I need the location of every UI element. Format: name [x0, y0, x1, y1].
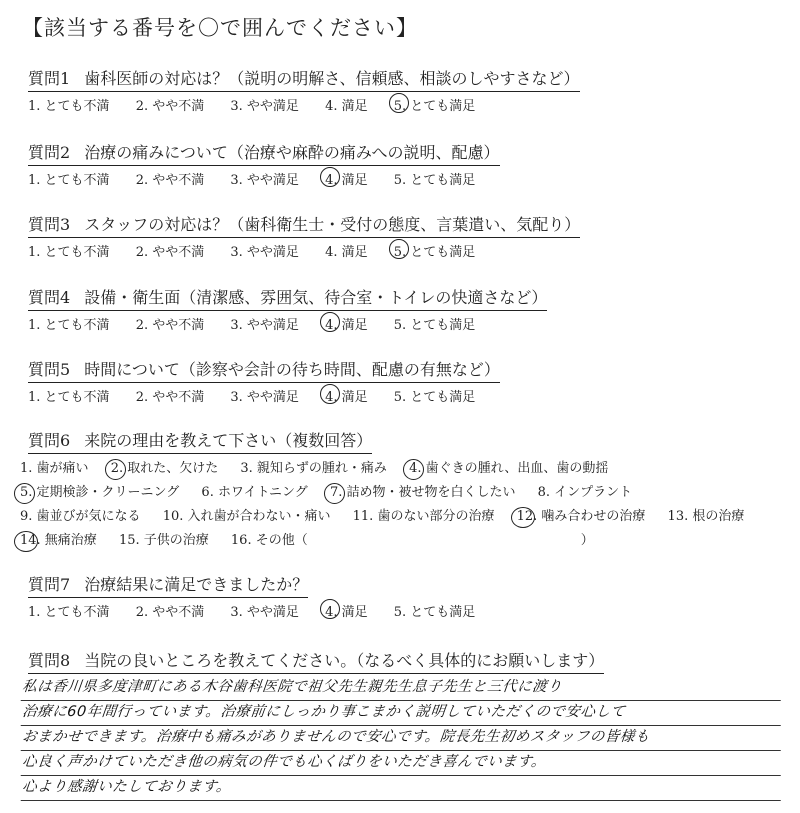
answer-line: 心より感謝いたしております。	[21, 776, 784, 801]
rating-options	[28, 95, 580, 114]
question-8	[28, 648, 604, 674]
question-4	[28, 285, 547, 333]
answer-line: 私は香川県多度津町にある木谷歯科医院で祖父先生親先生息子先生と三代に渡り	[21, 676, 784, 701]
question-title: 質問5 時間について（診察や会計の待ち時間、配慮の有無など）	[28, 357, 500, 383]
option-10[interactable]: 10. 入れ歯が合わない・痛い	[162, 509, 331, 524]
option-2[interactable]: 2. やや不満	[135, 173, 205, 188]
question-title: 質問6 来院の理由を教えて下さい（複数回答）	[28, 428, 372, 454]
option-1[interactable]: 1. とても不満	[28, 245, 110, 260]
option-4-selected[interactable]: 4. 満足	[325, 386, 368, 405]
answer-line: おまかせできます。治療中も痛みがありませんので安心です。院長先生初めスタッフの皆様も	[21, 726, 784, 751]
question-title: 質問4 設備・衛生面（清潔感、雰囲気、待合室・トイレの快適さなど）	[28, 285, 547, 311]
option-3[interactable]: 3. やや満足	[230, 173, 299, 188]
option-4[interactable]: 4. 満足	[325, 245, 368, 260]
handwritten-answer[interactable]	[22, 676, 782, 801]
question-1	[28, 66, 580, 114]
option-3[interactable]: 3. やや満足	[230, 318, 299, 333]
option-3[interactable]: 3. 親知らずの腫れ・痛み	[240, 461, 387, 476]
option-8[interactable]: 8. インプラント	[537, 485, 633, 500]
rating-options	[28, 241, 580, 260]
option-5[interactable]: 5. とても満足	[393, 390, 476, 405]
option-4-selected[interactable]: 4. 歯ぐきの腫れ、出血、歯の動揺	[409, 457, 608, 481]
option-5[interactable]: 5. とても満足	[393, 318, 476, 333]
option-9[interactable]: 9. 歯並びが気になる	[20, 509, 141, 524]
option-2-selected[interactable]: 2. 取れた、欠けた	[111, 457, 219, 481]
option-5[interactable]: 5. とても満足	[393, 605, 476, 620]
option-4-selected[interactable]: 4. 満足	[325, 601, 368, 620]
option-13[interactable]: 13. 根の治療	[667, 509, 745, 524]
question-3	[28, 212, 580, 260]
answer-line: 心良く声かけていただき他の病気の件でも心くばりをいただき喜んでいます。	[21, 751, 784, 776]
option-2[interactable]: 2. やや不満	[135, 245, 205, 260]
answer-line: 治療に60年間行っています。治療前にしっかり事こまかく説明していただくので安心して	[21, 701, 784, 726]
question-title: 質問3 スタッフの対応は？（歯科衛生士・受付の態度、言葉遣い、気配り）	[28, 212, 580, 238]
question-6	[20, 428, 780, 553]
option-2[interactable]: 2. やや不満	[135, 318, 205, 333]
reason-options	[20, 457, 780, 553]
option-1[interactable]: 1. とても不満	[28, 173, 110, 188]
rating-options	[28, 386, 500, 405]
option-14-selected[interactable]: 14. 無痛治療	[20, 529, 97, 553]
option-2[interactable]: 2. やや不満	[135, 605, 205, 620]
option-11[interactable]: 11. 歯のない部分の治療	[352, 509, 495, 524]
option-4-selected[interactable]: 4. 満足	[325, 314, 368, 333]
option-5-selected[interactable]: 5. とても満足	[394, 95, 476, 114]
option-7-selected[interactable]: 7. 詰め物・被せ物を白くしたい	[330, 481, 516, 505]
option-3[interactable]: 3. やや満足	[230, 605, 299, 620]
option-4-selected[interactable]: 4. 満足	[325, 169, 368, 188]
rating-options	[28, 314, 547, 333]
option-3[interactable]: 3. やや満足	[230, 99, 299, 114]
question-title: 質問2 治療の痛みについて（治療や麻酔の痛みへの説明、配慮）	[28, 140, 500, 166]
option-3[interactable]: 3. やや満足	[230, 390, 299, 405]
option-2[interactable]: 2. やや不満	[135, 99, 205, 114]
question-title: 質問1 歯科医師の対応は？（説明の明解さ、信頼感、相談のしやすさなど）	[28, 66, 580, 92]
option-5[interactable]: 5. とても満足	[393, 173, 476, 188]
question-title: 質問7 治療結果に満足できましたか？	[28, 572, 308, 598]
option-5-selected[interactable]: 5. 定期検診・クリーニング	[20, 481, 179, 505]
question-2	[28, 140, 500, 188]
option-1[interactable]: 1. とても不満	[28, 99, 110, 114]
option-1[interactable]: 1. とても不満	[28, 318, 110, 333]
option-6[interactable]: 6. ホワイトニング	[201, 485, 308, 500]
option-15[interactable]: 15. 子供の治療	[118, 533, 209, 548]
option-12-selected[interactable]: 12. 噛み合わせの治療	[517, 505, 646, 529]
option-1[interactable]: 1. とても不満	[28, 390, 110, 405]
option-5-selected[interactable]: 5. とても満足	[394, 241, 476, 260]
rating-options	[28, 601, 497, 620]
option-3[interactable]: 3. やや満足	[230, 245, 299, 260]
option-1[interactable]: 1. 歯が痛い	[20, 461, 89, 476]
question-title: 質問8 当院の良いところを教えてください。（なるべく具体的にお願いします）	[28, 648, 604, 674]
question-5	[28, 357, 500, 405]
page-header: 【該当する番号を〇で囲んでください】	[22, 16, 418, 40]
option-4[interactable]: 4. 満足	[325, 99, 368, 114]
option-16-other[interactable]: 16. その他（ ）	[230, 533, 594, 548]
question-7	[28, 572, 497, 620]
option-2[interactable]: 2. やや不満	[135, 390, 205, 405]
rating-options	[28, 169, 500, 188]
option-1[interactable]: 1. とても不満	[28, 605, 110, 620]
